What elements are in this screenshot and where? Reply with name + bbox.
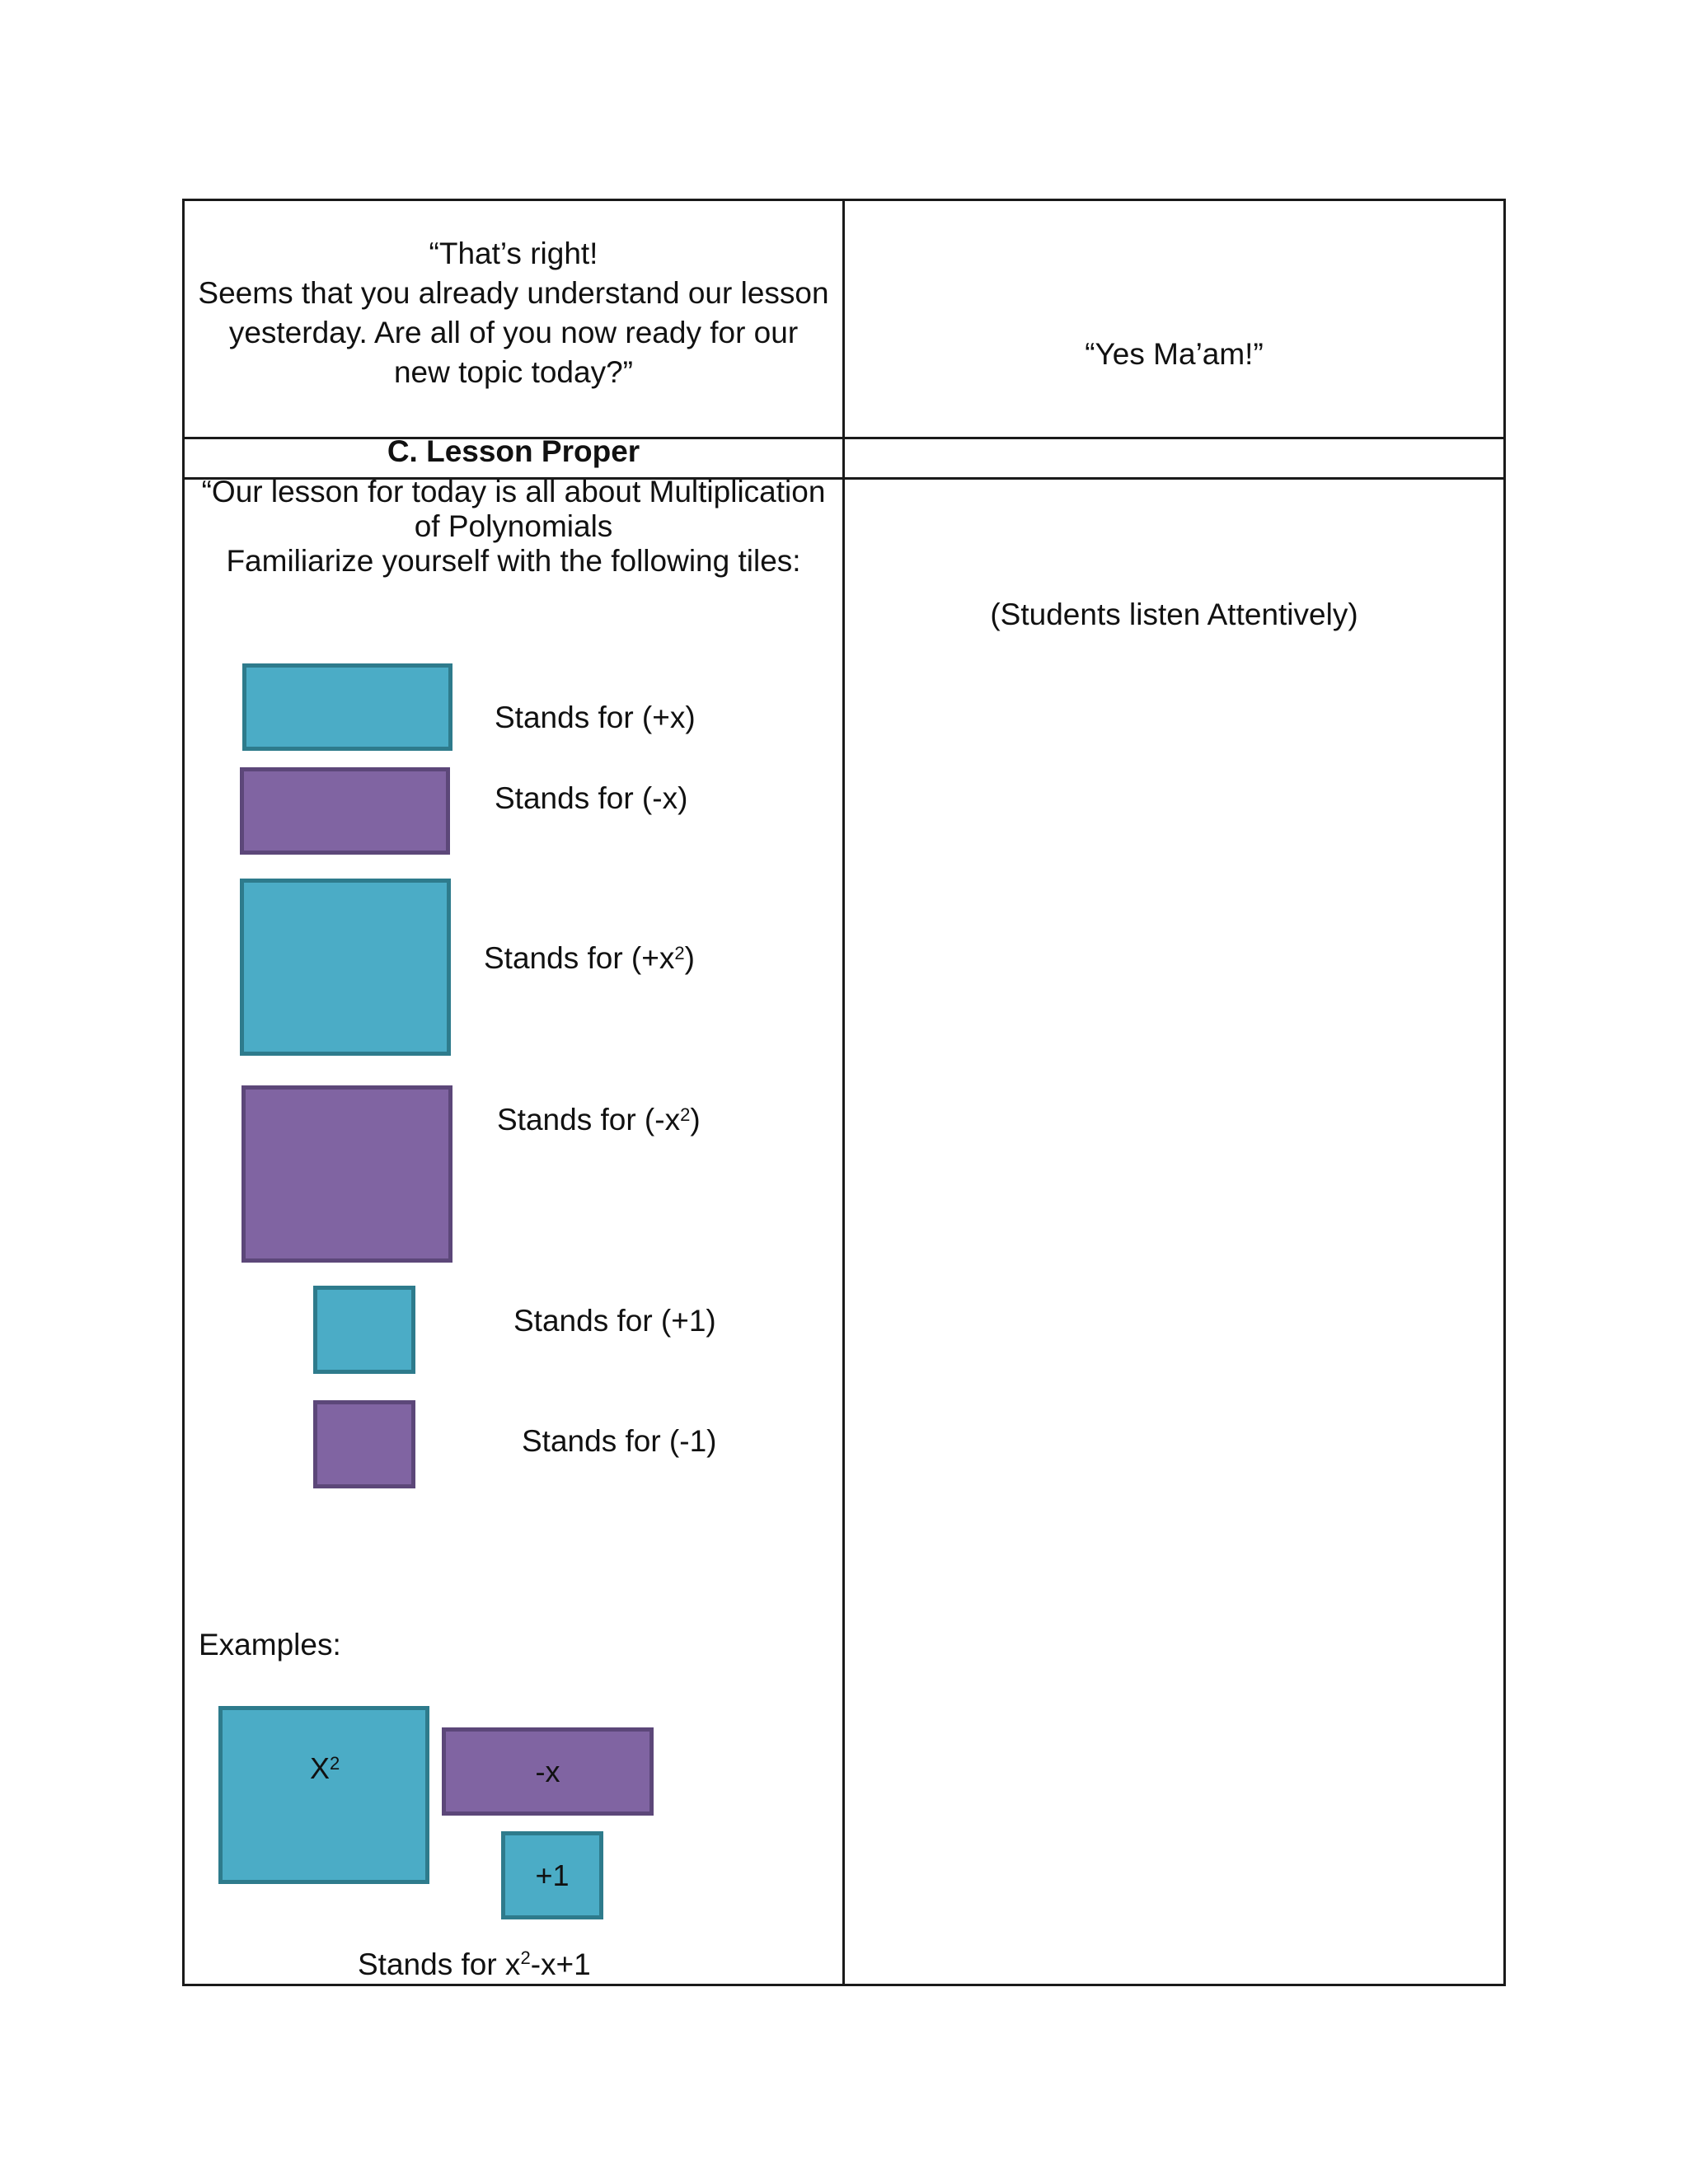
- tile-label-close: ): [690, 1103, 701, 1137]
- tile-label: Stands for (-1): [522, 1424, 717, 1458]
- negative-x-tile: [240, 767, 450, 855]
- tile-label-text: Stands for (+x: [484, 941, 675, 975]
- student-response: “Yes Ma’am!”: [1085, 337, 1264, 371]
- caption-text-rest: -x+1: [530, 1947, 591, 1981]
- tile-label-close: ): [684, 941, 695, 975]
- example-x-squared-tile: [218, 1706, 429, 1884]
- positive-x-squared-tile: [240, 879, 451, 1056]
- exponent: 2: [680, 1104, 691, 1125]
- exponent: 2: [330, 1753, 340, 1774]
- teacher-line: “That’s right!: [429, 237, 598, 270]
- tile-label: Stands for (+x): [495, 701, 696, 734]
- section-heading: C. Lesson Proper: [387, 434, 640, 468]
- negative-x-squared-tile: [241, 1085, 452, 1263]
- tile-label: Stands for (-x): [495, 781, 688, 815]
- example-caption: [358, 1945, 591, 1985]
- lesson-intro: [185, 475, 842, 579]
- tile-text: X: [310, 1751, 331, 1785]
- table-border-right: [1503, 199, 1506, 1986]
- tile-label-text: Stands for (-x: [497, 1103, 681, 1137]
- negative-one-tile: [313, 1400, 415, 1488]
- intro-line: Familiarize yourself with the following tiles:: [226, 544, 801, 578]
- teacher-dialogue-cell: [185, 234, 842, 392]
- caption-text: Stands for x: [358, 1947, 521, 1981]
- student-response: (Students listen Attentively): [990, 598, 1358, 631]
- example-negative-x-tile: [442, 1727, 654, 1816]
- intro-line: of Polynomials: [414, 509, 613, 543]
- exponent: 2: [520, 1947, 531, 1968]
- tile-label: Stands for (+1): [513, 1304, 716, 1338]
- teacher-line: Seems that you already understand our lesson: [198, 276, 829, 310]
- example-positive-one-tile: [501, 1831, 603, 1919]
- example-negative-x-label: -x: [535, 1755, 560, 1788]
- examples-label: Examples:: [199, 1628, 341, 1661]
- teacher-line: new topic today?”: [393, 355, 633, 389]
- positive-x-tile: [242, 663, 452, 751]
- teacher-line: yesterday. Are all of you now ready for our: [228, 316, 799, 349]
- table-column-divider: [842, 199, 845, 1986]
- tile-label: [497, 1103, 701, 1137]
- example-x-squared-label: [310, 1751, 340, 1786]
- intro-line: “Our lesson for today is all about Multiplication: [201, 475, 826, 509]
- example-positive-one-label: +1: [535, 1858, 570, 1892]
- exponent: 2: [674, 943, 685, 963]
- tile-label: [484, 941, 695, 976]
- positive-one-tile: [313, 1286, 415, 1374]
